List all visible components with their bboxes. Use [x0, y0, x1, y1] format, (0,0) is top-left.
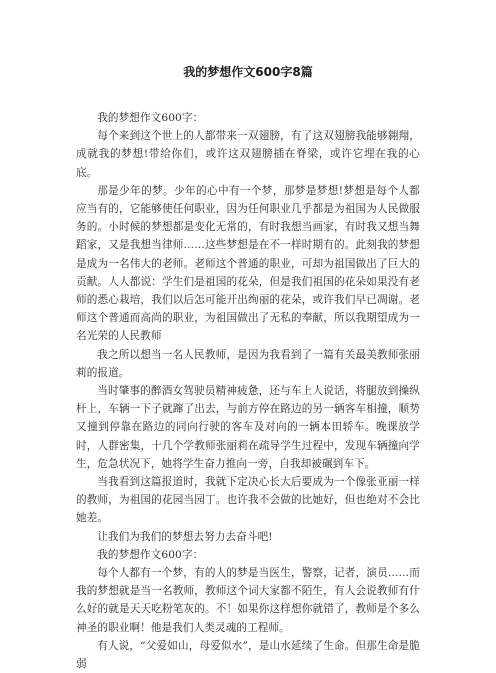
paragraph: 我之所以想当一名人民教师，是因为我看到了一篇有关最美教师张丽莉的报道。 [76, 348, 420, 379]
document-title: 我的梦想作文600字8篇 [183, 65, 313, 79]
paragraph: 有人说，“父爱如山，母爱似水”，是山水延续了生命。但那生命是脆弱 [76, 639, 420, 671]
paragraph: 每个人都有一个梦，有的人的梦是当医生，警察，记者，演员……而我的梦想就是当一名教师，教师这个词大家都不陌生，有人会说教师有什么好的就是天天吃粉笔灰的。不！如果你这样想你就错了，教师是个多么神圣的职业啊！他是我们人类灵魂的工程师。 [76, 567, 420, 634]
paragraph: 当我看到这篇报道时，我就下定决心长大后要成为一个像张亚丽一样的教师，为祖国的花园当园丁。也许我不会做的比她好，但也绝对不会比她差。 [76, 476, 420, 525]
paragraph: 我的梦想作文600字： [97, 548, 204, 561]
document-body [76, 109, 420, 673]
paragraph: 当时肇事的醉酒女驾驶员精神疲惫，还与车上人说话，将腿放到操纵杆上，车辆一下子就蹿了出去，与前方停在路边的另一辆客车相撞，顺势又撞到停靠在路边的同向行驶的客车及对向的一辆本田轿车。晚课放学时，人群密集，十几个学教师张丽莉在疏导学生过程中，发现车辆撞向学生，危急状况下，她将学生奋力推向一旁，自我却被碾到车下。 [76, 385, 420, 470]
paragraph: 我的梦想作文600字： [97, 112, 204, 124]
paragraph: 让我们为我们的梦想去努力去奋斗吧! [97, 530, 273, 543]
paragraph: 每个来到这个世上的人都带来一双翅膀，有了这双翅膀我能够翱翔，成就我的梦想!带给你们，或许这双翅膀插在脊梁，或许它埋在我的心底。 [76, 130, 420, 179]
paragraph: 那是少年的梦。少年的心中有一个梦，那梦是梦想!梦想是每个人都应当有的，它能够使任何职业，因为任何职业几乎都是为祖国为人民做服务的。小时候的梦想都是变化无常的，有时我想当画家，有时我又想当舞蹈家，又是我想当律师……这些梦想是在不一样时期有的。此刻我的梦想是成为一名伟大的老师。老师这个普通的职业，可却为祖国做出了巨大的贡献。人人都说：学生们是祖国的花朵，但是我们祖国的花朵如果没有老师的悉心栽培，我们以后怎可能开出绚丽的花朵，或许我们早已凋谢。老师这个普通而高尚的职业，为祖国做出了无私的奉献，所以我期望成为一名光荣的人民教师 [76, 184, 420, 343]
